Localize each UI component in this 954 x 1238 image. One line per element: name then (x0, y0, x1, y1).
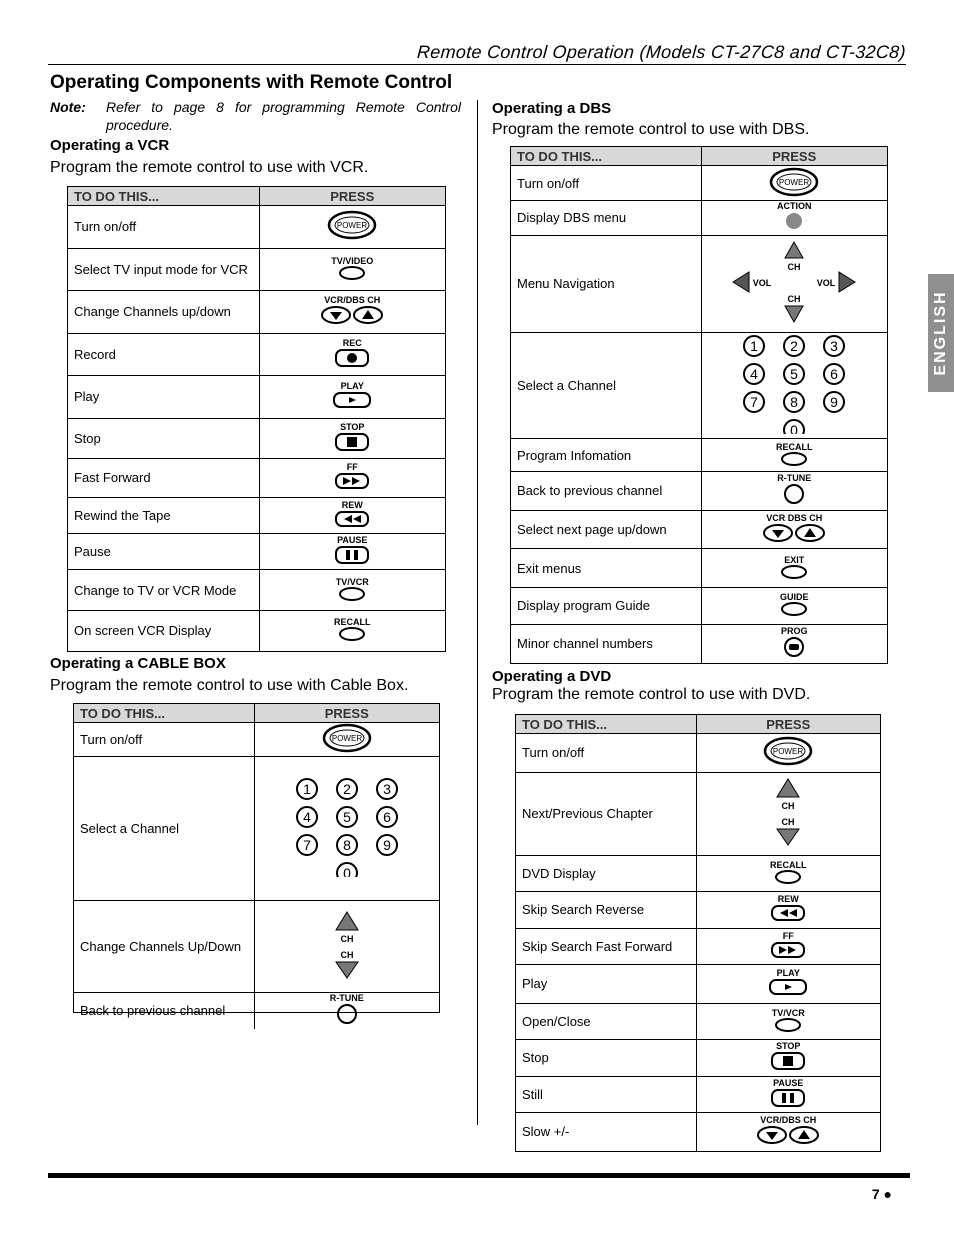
svg-text:POWER: POWER (779, 177, 810, 187)
button-label: RECALL (334, 617, 371, 628)
power-icon[interactable] (763, 736, 813, 769)
svg-text:1: 1 (750, 338, 759, 355)
action-icon[interactable] (777, 201, 812, 234)
action-label: Rewind the Tape (68, 497, 259, 533)
action-label: Still (516, 1076, 696, 1112)
action-label: Slow +/- (516, 1112, 696, 1151)
rec-icon[interactable] (334, 338, 370, 371)
button-label: PLAY (776, 968, 800, 979)
action-label: Select next page up/down (511, 510, 701, 549)
table-row (511, 200, 887, 235)
action-label: Skip Search Fast Forward (516, 928, 696, 964)
svg-text:0: 0 (790, 422, 799, 435)
svg-text:VOL: VOL (816, 278, 836, 289)
svg-text:1: 1 (302, 781, 311, 797)
svg-text:5: 5 (342, 809, 351, 825)
action-label: Turn on/off (516, 734, 696, 772)
note-text: Refer to page 8 for programming Remote Control procedure. (106, 99, 461, 133)
ch-down-up-icon[interactable] (320, 295, 384, 328)
action-label: Turn on/off (74, 723, 254, 757)
action-label: Display program Guide (511, 588, 701, 625)
table-row (516, 1003, 880, 1039)
svg-text:POWER: POWER (337, 221, 368, 231)
dvd-section-desc: Program the remote control to use with DVD. (492, 686, 811, 703)
table-row (516, 1112, 880, 1151)
button-label: STOP (340, 421, 365, 432)
table-row (68, 497, 445, 533)
pause-icon[interactable] (334, 535, 370, 568)
action-label: Program Infomation (511, 439, 701, 472)
button-label: REC (342, 337, 362, 348)
action-label: Stop (68, 418, 259, 458)
table-row (511, 588, 887, 625)
table-row (511, 166, 887, 201)
cable-section-desc: Program the remote control to use with Cable Box. (50, 677, 409, 694)
button-label: ACTION (777, 201, 812, 212)
page-header: Remote Control Operation (Models CT-27C8 and CT-32C8) (48, 42, 906, 65)
table-row (516, 772, 880, 855)
stop-icon[interactable] (770, 1041, 806, 1074)
action-label: Turn on/off (68, 206, 259, 249)
action-label: Change Channels Up/Down (74, 901, 254, 993)
svg-text:3: 3 (382, 781, 391, 797)
button-label: RECALL (770, 859, 807, 870)
action-label: Menu Navigation (511, 235, 701, 333)
prog-icon[interactable] (781, 626, 808, 661)
action-label: Record (68, 333, 259, 376)
action-label: Open/Close (516, 1003, 696, 1039)
oval-button-icon[interactable] (336, 577, 369, 604)
col-header-press: PRESS (696, 715, 880, 734)
dbs-section-title: Operating a DBS (492, 100, 612, 117)
table-row (511, 439, 887, 472)
button-label: PAUSE (773, 1077, 804, 1088)
svg-text:9: 9 (382, 837, 391, 853)
svg-text:CH: CH (340, 934, 354, 944)
button-label: R-TUNE (777, 473, 812, 484)
action-label: Back to previous channel (74, 993, 254, 1029)
action-label: Select TV input mode for VCR (68, 248, 259, 291)
svg-text:CH: CH (787, 294, 801, 305)
svg-text:CH: CH (787, 262, 801, 273)
fast-forward-icon[interactable] (334, 462, 370, 493)
table-row (516, 855, 880, 891)
col-header-press: PRESS (701, 147, 887, 166)
cable-table (73, 703, 440, 1019)
action-label: Change Channels up/down (68, 291, 259, 334)
action-label: On screen VCR Display (68, 610, 259, 651)
power-icon[interactable] (322, 723, 372, 756)
action-label: Select a Channel (74, 757, 254, 901)
svg-text:4: 4 (750, 366, 759, 383)
number-keypad-icon[interactable] (741, 334, 847, 437)
vcr-section-title: Operating a VCR (50, 137, 170, 154)
action-label: Minor channel numbers (511, 624, 701, 663)
action-label: Back to previous channel (511, 471, 701, 510)
svg-text:2: 2 (790, 338, 799, 355)
table-row (516, 1076, 880, 1112)
oval-button-icon[interactable] (780, 592, 809, 619)
button-label: R-TUNE (329, 993, 364, 1004)
action-label: Skip Search Reverse (516, 892, 696, 928)
dbs-table (510, 146, 888, 664)
action-label: Change to TV or VCR Mode (68, 570, 259, 610)
svg-text:4: 4 (302, 809, 311, 825)
channel-arrows-icon[interactable] (332, 910, 362, 983)
channel-arrows-icon[interactable] (773, 777, 803, 850)
svg-text:9: 9 (830, 394, 839, 411)
col-header-todo: TO DO THIS... (68, 187, 259, 206)
action-label: Play (516, 965, 696, 1003)
oval-button-icon[interactable] (772, 1008, 805, 1035)
button-label: TV/VCR (335, 576, 369, 587)
column-divider (477, 100, 478, 1125)
r-tune-icon[interactable] (330, 993, 364, 1028)
stop-icon[interactable] (334, 422, 370, 455)
action-label: Pause (68, 534, 259, 570)
oval-button-icon[interactable] (331, 256, 373, 283)
footer-rule (48, 1173, 910, 1178)
table-row (511, 624, 887, 663)
button-label: VCR/DBS CH (760, 1115, 817, 1126)
note (50, 98, 468, 134)
table-row (68, 570, 445, 610)
svg-text:CH: CH (781, 817, 795, 828)
oval-button-icon[interactable] (780, 555, 808, 582)
fast-forward-icon[interactable] (770, 931, 806, 962)
oval-button-icon[interactable] (334, 617, 371, 644)
table-row (74, 901, 439, 993)
dbs-section-desc: Program the remote control to use with DBS. (492, 121, 810, 138)
r-tune-icon[interactable] (777, 473, 811, 508)
svg-text:CH: CH (781, 801, 795, 812)
action-label: Exit menus (511, 549, 701, 588)
svg-text:POWER: POWER (331, 734, 362, 743)
svg-text:6: 6 (382, 809, 391, 825)
button-label: REW (341, 499, 363, 510)
button-label: RECALL (776, 441, 813, 452)
col-header-todo: TO DO THIS... (511, 147, 701, 166)
table-row (511, 471, 887, 510)
menu-navigation-icon[interactable] (729, 240, 859, 327)
table-row (68, 206, 445, 249)
svg-text:7: 7 (750, 394, 759, 411)
button-label: PROG (780, 626, 808, 637)
col-header-press: PRESS (259, 187, 445, 206)
table-row (68, 376, 445, 419)
rewind-icon[interactable] (770, 894, 806, 925)
action-label: Stop (516, 1040, 696, 1076)
table-row (516, 928, 880, 964)
oval-button-icon[interactable] (770, 860, 807, 887)
table-row (68, 459, 445, 497)
svg-text:2: 2 (342, 781, 351, 797)
button-label: PLAY (340, 381, 364, 392)
action-label: DVD Display (516, 855, 696, 891)
button-label: VCR/DBS CH (324, 295, 381, 306)
button-label: TV/VCR (771, 1007, 805, 1018)
vcr-section-desc: Program the remote control to use with VCR. (50, 159, 369, 176)
page-title: Operating Components with Remote Control (50, 72, 453, 93)
table-row (74, 757, 439, 901)
button-label: GUIDE (779, 592, 809, 603)
play-icon[interactable] (768, 968, 808, 999)
pause-icon[interactable] (770, 1078, 806, 1111)
oval-button-icon[interactable] (776, 442, 813, 469)
table-row (74, 993, 439, 1029)
english-tab: ENGLISH (928, 274, 954, 392)
table-row (68, 248, 445, 291)
button-label: EXIT (784, 554, 805, 565)
svg-text:0: 0 (342, 865, 351, 877)
button-label: FF (782, 930, 794, 941)
table-row (511, 549, 887, 588)
action-label: Play (68, 376, 259, 419)
button-label: PAUSE (337, 535, 368, 546)
table-row (516, 892, 880, 928)
button-label: VCR DBS CH (766, 512, 823, 523)
button-label: FF (346, 462, 358, 473)
ch-down-up-icon[interactable] (756, 1115, 820, 1148)
button-label: STOP (776, 1041, 801, 1052)
col-header-todo: TO DO THIS... (74, 704, 254, 723)
table-row (516, 734, 880, 772)
table-row (68, 333, 445, 376)
table-row (68, 534, 445, 570)
svg-text:POWER: POWER (773, 747, 804, 757)
note-label: Note: (50, 99, 86, 115)
page-number: 7 ● (871, 1186, 892, 1202)
svg-text:VOL: VOL (752, 278, 772, 289)
cable-section-title: Operating a CABLE BOX (50, 655, 226, 672)
svg-text:8: 8 (342, 837, 351, 853)
table-row (511, 235, 887, 333)
table-row (511, 510, 887, 549)
action-label: Select a Channel (511, 333, 701, 439)
svg-text:7: 7 (302, 837, 311, 853)
action-label: Fast Forward (68, 459, 259, 497)
svg-text:8: 8 (790, 394, 799, 411)
dvd-table (515, 714, 881, 1152)
button-label: REW (777, 894, 799, 905)
table-row (516, 965, 880, 1003)
ch-down-up-icon[interactable] (762, 513, 826, 546)
rewind-icon[interactable] (334, 500, 370, 531)
table-row (68, 418, 445, 458)
action-label: Next/Previous Chapter (516, 772, 696, 855)
svg-text:5: 5 (790, 366, 799, 383)
action-label: Turn on/off (511, 166, 701, 201)
power-icon[interactable] (327, 210, 377, 243)
dvd-section-title: Operating a DVD (492, 668, 612, 685)
table-row (516, 1040, 880, 1076)
svg-text:3: 3 (830, 338, 839, 355)
svg-text:CH: CH (340, 950, 354, 960)
table-row (68, 291, 445, 334)
action-label: Display DBS menu (511, 200, 701, 235)
vcr-table (67, 186, 446, 652)
power-icon[interactable] (769, 167, 819, 200)
play-icon[interactable] (332, 381, 372, 412)
button-label: TV/VIDEO (331, 255, 374, 266)
col-header-press: PRESS (254, 704, 439, 723)
table-row (68, 610, 445, 651)
table-row (74, 723, 439, 757)
svg-text:6: 6 (830, 366, 839, 383)
table-row (511, 333, 887, 439)
col-header-todo: TO DO THIS... (516, 715, 696, 734)
number-keypad-icon[interactable] (294, 777, 400, 880)
